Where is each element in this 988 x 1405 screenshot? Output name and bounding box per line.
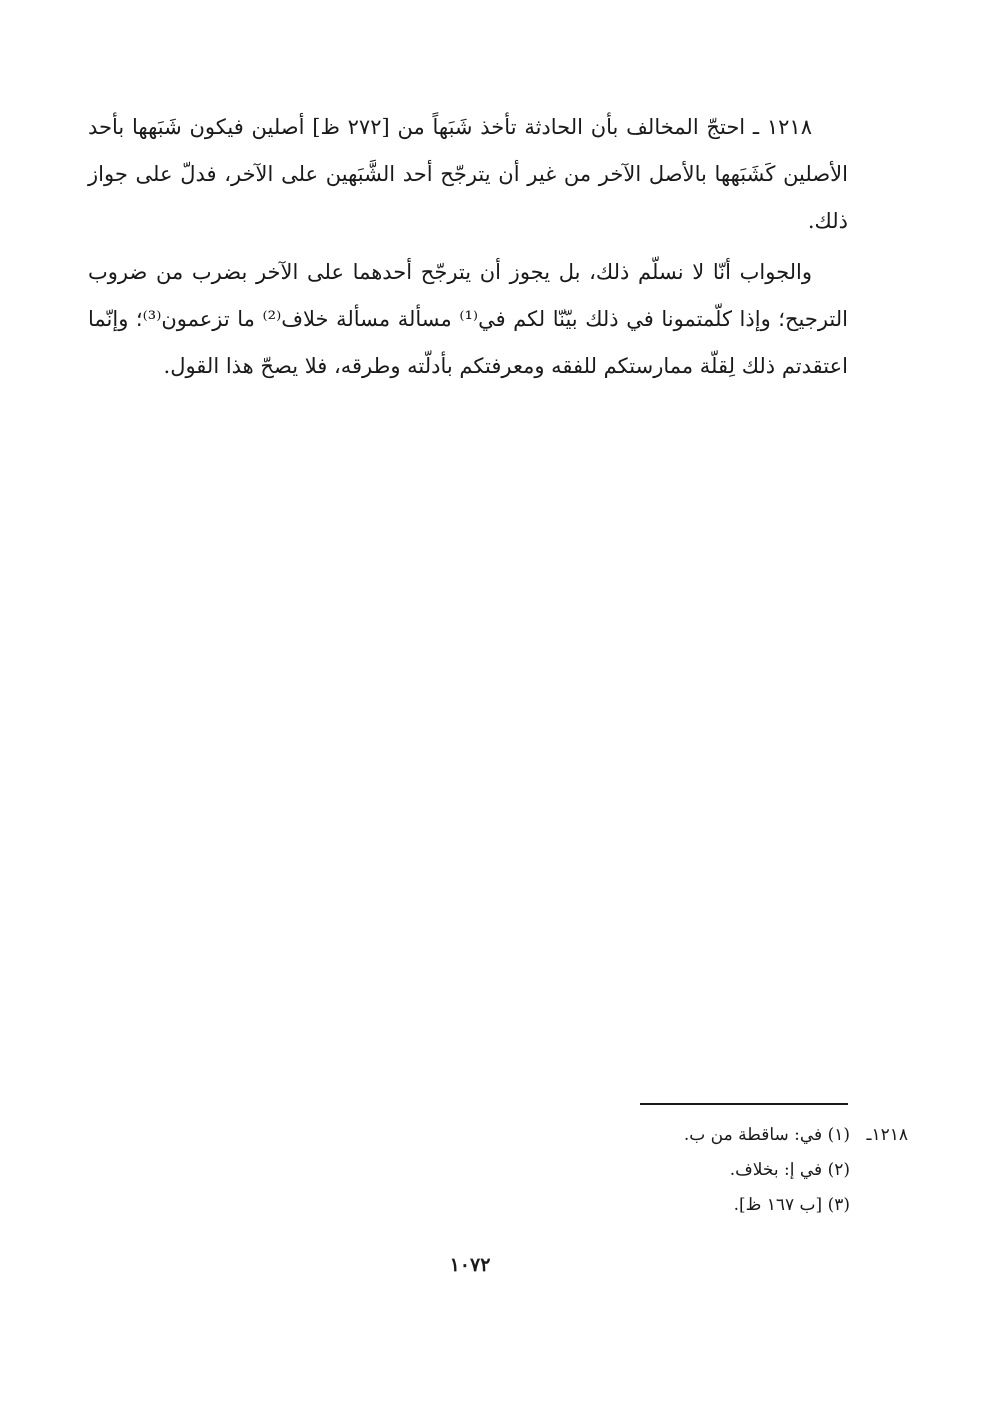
footnote-2 — [488, 1153, 908, 1188]
footnote-text-1: (١) في: ساقطة من ب. — [683, 1125, 850, 1145]
footnote-separator — [640, 1103, 848, 1105]
footnotes — [488, 1118, 908, 1223]
page-number: ١٠٧٢ — [449, 1254, 491, 1276]
footnote-text-2: (٢) في إ: بخلاف. — [729, 1160, 850, 1180]
main-text — [88, 104, 848, 394]
footnote-group-number: ١٢١٨ـ — [866, 1125, 908, 1145]
paragraph-answer: والجواب أنّا لا نسلّم ذلك، بل يجوز أن يترجّح أحدهما على الآخر بضرب من ضروب الترجيح؛ وإذا كلّمتمونا في ذلك بيّنّا لكم في⁽¹⁾ مسألة مسألة خلاف⁽²⁾ ما تزعمون⁽³⁾؛ وإنّما اعتقدتم ذلك لِقلّة ممارستكم للفقه ومعرفتكم بأدلّته وطرقه، فلا يصحّ هذا القول. — [88, 260, 848, 378]
footnote-text-3: (٣) [ب ١٦٧ ظ]. — [733, 1195, 850, 1215]
footnote-1 — [488, 1118, 908, 1153]
paragraph-1218: ١٢١٨ ـ احتجّ المخالف بأن الحادثة تأخذ شَبَهاً من [٢٧٢ ظ] أصلين فيكون شَبَهها بأحد الأصلين كَشَبَهها بالأصل الآخر من غير أن يترجّح أحد الشَّبَهين على الآخر، فدلّ على جواز ذلك. — [88, 115, 848, 233]
footnote-3 — [488, 1188, 908, 1223]
